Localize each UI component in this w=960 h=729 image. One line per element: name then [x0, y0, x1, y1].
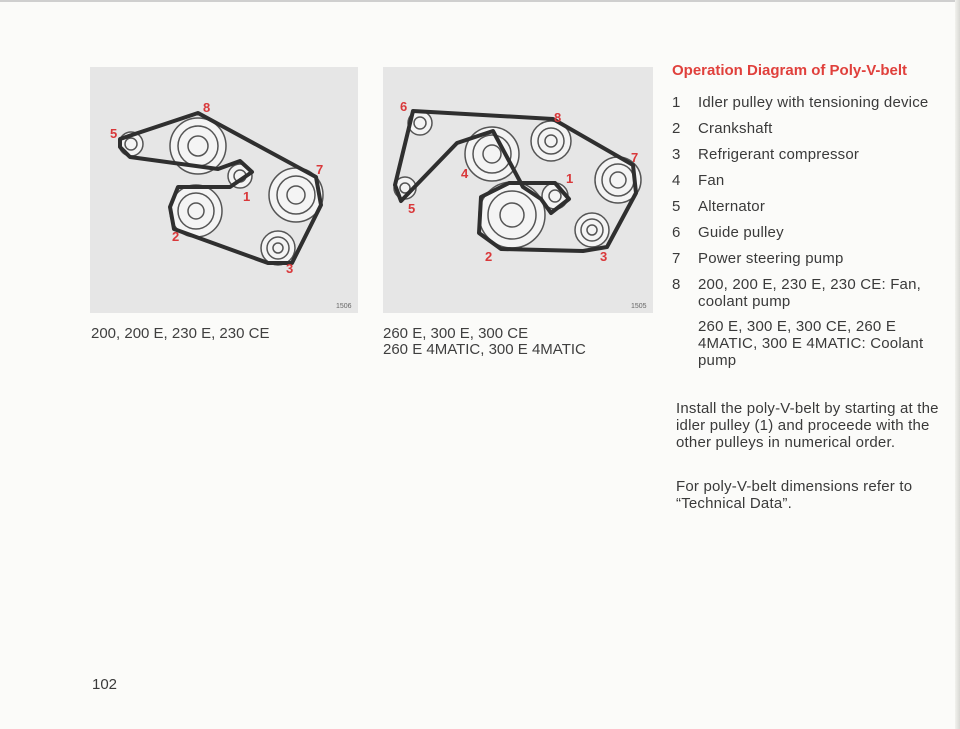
legend-item: [672, 250, 942, 267]
page-number: 102: [92, 676, 118, 693]
caption-line: 260 E, 300 E, 300 CE: [383, 325, 529, 342]
legend-item: [672, 172, 942, 189]
caption-line: 260 E 4MATIC, 300 E 4MATIC: [383, 341, 586, 358]
page-edge-shadow: [955, 0, 960, 729]
diagram-label: 8: [554, 110, 562, 125]
diagram-label: 3: [600, 249, 608, 264]
legend-text: Fan: [698, 172, 725, 189]
legend-text: Power steering pump: [698, 250, 844, 267]
legend-list: [672, 94, 942, 378]
diagram-label: 4: [461, 166, 469, 181]
diagram-label: 1: [566, 171, 574, 186]
belt-diagram-200-230: [90, 67, 358, 313]
legend-item: [672, 120, 942, 137]
legend-item: [672, 94, 942, 111]
diagram-label: 1: [243, 189, 251, 204]
legend-number: 4: [672, 172, 681, 189]
legend-text: Alternator: [698, 198, 766, 215]
legend-item: [672, 146, 942, 163]
diagram-label: 7: [631, 150, 639, 165]
legend-number: 1: [672, 94, 681, 111]
legend-item: [672, 276, 942, 369]
install-instruction: Install the poly-V-belt by starting at the idler pulley (1) and proceede with the other pulleys in numerical order.: [676, 400, 939, 451]
legend-number: 7: [672, 250, 681, 267]
diagram-caption-2: [383, 326, 586, 358]
belt-diagram-260-300: [383, 67, 653, 313]
legend-number: 2: [672, 120, 681, 137]
diagram-caption-1: [91, 326, 269, 342]
legend-text: Crankshaft: [698, 120, 773, 137]
legend-item: [672, 198, 942, 215]
legend-subtext: 260 E, 300 E, 300 CE, 260 E 4MATIC, 300 E 4MATIC: Coolant pump: [698, 318, 924, 369]
belt-diagram-2-svg: [383, 67, 653, 313]
diagram-label: 8: [203, 100, 211, 115]
legend-number: 3: [672, 146, 681, 163]
legend-text: Guide pulley: [698, 224, 784, 241]
diagram-label: 6: [400, 99, 408, 114]
compressor-pulley: [575, 213, 609, 247]
figure-number: 1505: [631, 303, 647, 310]
legend-number: 8: [672, 276, 681, 293]
legend-number: 6: [672, 224, 681, 241]
diagram-label: 5: [110, 126, 118, 141]
caption-line: 200, 200 E, 230 E, 230 CE: [91, 325, 270, 342]
top-edge-line: [0, 0, 960, 2]
diagram-label: 2: [172, 229, 180, 244]
figure-number: 1506: [336, 303, 352, 310]
legend-text: Idler pulley with tensioning device: [698, 94, 929, 111]
diagram-label: 7: [316, 162, 324, 177]
belt-diagram-1-svg: [90, 67, 358, 313]
diagram-label: 5: [408, 201, 416, 216]
compressor-pulley: [261, 231, 295, 265]
diagram-label: 2: [485, 249, 493, 264]
legend-number: 5: [672, 198, 681, 215]
legend-item: [672, 224, 942, 241]
diagram-label: 3: [286, 261, 294, 276]
page-heading: Operation Diagram of Poly-V-belt: [672, 62, 908, 79]
legend-text: 200, 200 E, 230 E, 230 CE: Fan, coolant pump: [698, 276, 922, 310]
dimensions-note: For poly-V-belt dimensions refer to “Technical Data”.: [676, 478, 913, 512]
legend-text: Refrigerant compressor: [698, 146, 860, 163]
